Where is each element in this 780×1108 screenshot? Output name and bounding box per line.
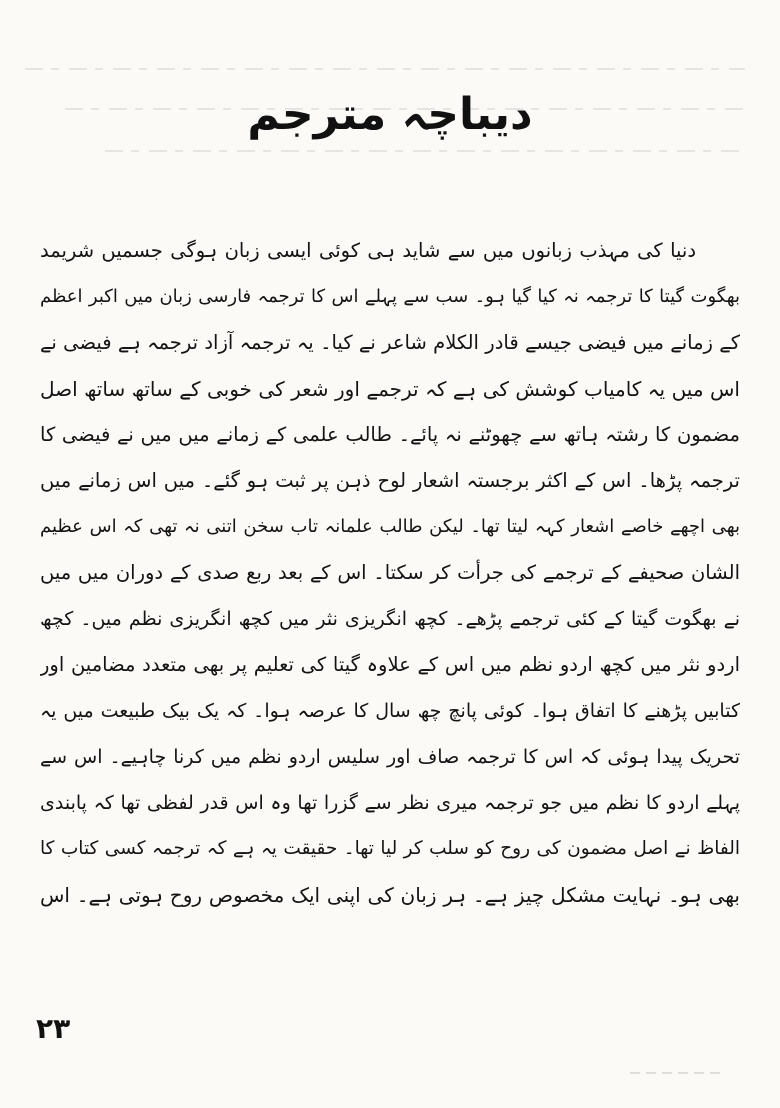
text-line: بھی ہو۔ نہایت مشکل چیز ہے۔ ہر زبان کی اپنی ایک مخصوص روح ہوتی ہے۔ اس: [40, 883, 740, 907]
text-line: الشان صحیفے کے ترجمے کی جرأت کر سکتا۔ اس کے بعد ربع صدی کے دوران میں میں: [40, 561, 740, 584]
text-line: بھگوت گیتا کا ترجمہ نہ کیا گیا ہو۔ سب سے پہلے اس کا ترجمہ فارسی زبان میں اکبر اعظم: [40, 286, 740, 307]
text-line: بھی اچھے خاصے اشعار کہہ لیتا تھا۔ لیکن طالب علمانہ تاب سخن اتنی نہ تھی کہ اس عظیم: [40, 516, 740, 537]
text-line: کے زمانے میں فیضی جیسے قادر الکلام شاعر نے کیا۔ یہ ترجمہ آزاد ترجمہ ہے فیضی نے: [40, 331, 740, 354]
body-text: [40, 228, 740, 918]
text-line: اس میں یہ کامیاب کوشش کی ہے کہ ترجمے اور شعر کی خوبی کے ساتھ ساتھ اصل: [40, 377, 740, 401]
bleed-through-mark: [630, 1072, 720, 1074]
text-line: دنیا کی مہذب زبانوں میں سے شاید ہی کوئی ایسی زبان ہوگی جسمیں شریمد: [40, 239, 696, 262]
text-line: نے بھگوت گیتا کے کئی ترجمے پڑھے۔ کچھ انگریزی نثر میں کچھ انگریزی نظم میں۔ کچھ: [40, 608, 740, 630]
text-line: پہلے اردو کا نظم میں جو ترجمہ میری نظر سے گزرا تھا وہ اس قدر لفظی تھا کہ پابندی: [40, 792, 740, 814]
text-line: کتابیں پڑھنے کا اتفاق ہوا۔ کوئی پانچ چھ سال کا عرصہ ہوا۔ کہ یک بیک طبیعت میں یہ: [40, 700, 740, 722]
page-title: دیباچہ مترجم: [247, 89, 533, 140]
page-number: ۲۳: [36, 1012, 71, 1045]
text-line: اردو نثر میں کچھ اردو نظم میں اس کے علاوہ گیتا کی تعلیم پر بھی متعدد مضامین اور: [40, 653, 740, 676]
text-line: تحریک پیدا ہوئی کہ اس کا ترجمہ صاف اور سلیس اردو نظم میں کرنا چاہیے۔ اس سے: [40, 746, 740, 768]
text-line: ترجمہ پڑھا۔ اس کے اکثر برجستہ اشعار لوح ذہن پر ثبت ہو گئے۔ میں اس زمانے میں: [40, 469, 740, 492]
text-line: مضمون کا رشتہ ہاتھ سے چھوٹنے نہ پائے۔ طالب علمی کے زمانے میں میں نے فیضی کا: [40, 423, 740, 446]
text-line: الفاظ نے اصل مضمون کی روح کو سلب کر لیا تھا۔ حقیقت یہ ہے کہ ترجمہ کسی کتاب کا: [40, 838, 740, 859]
